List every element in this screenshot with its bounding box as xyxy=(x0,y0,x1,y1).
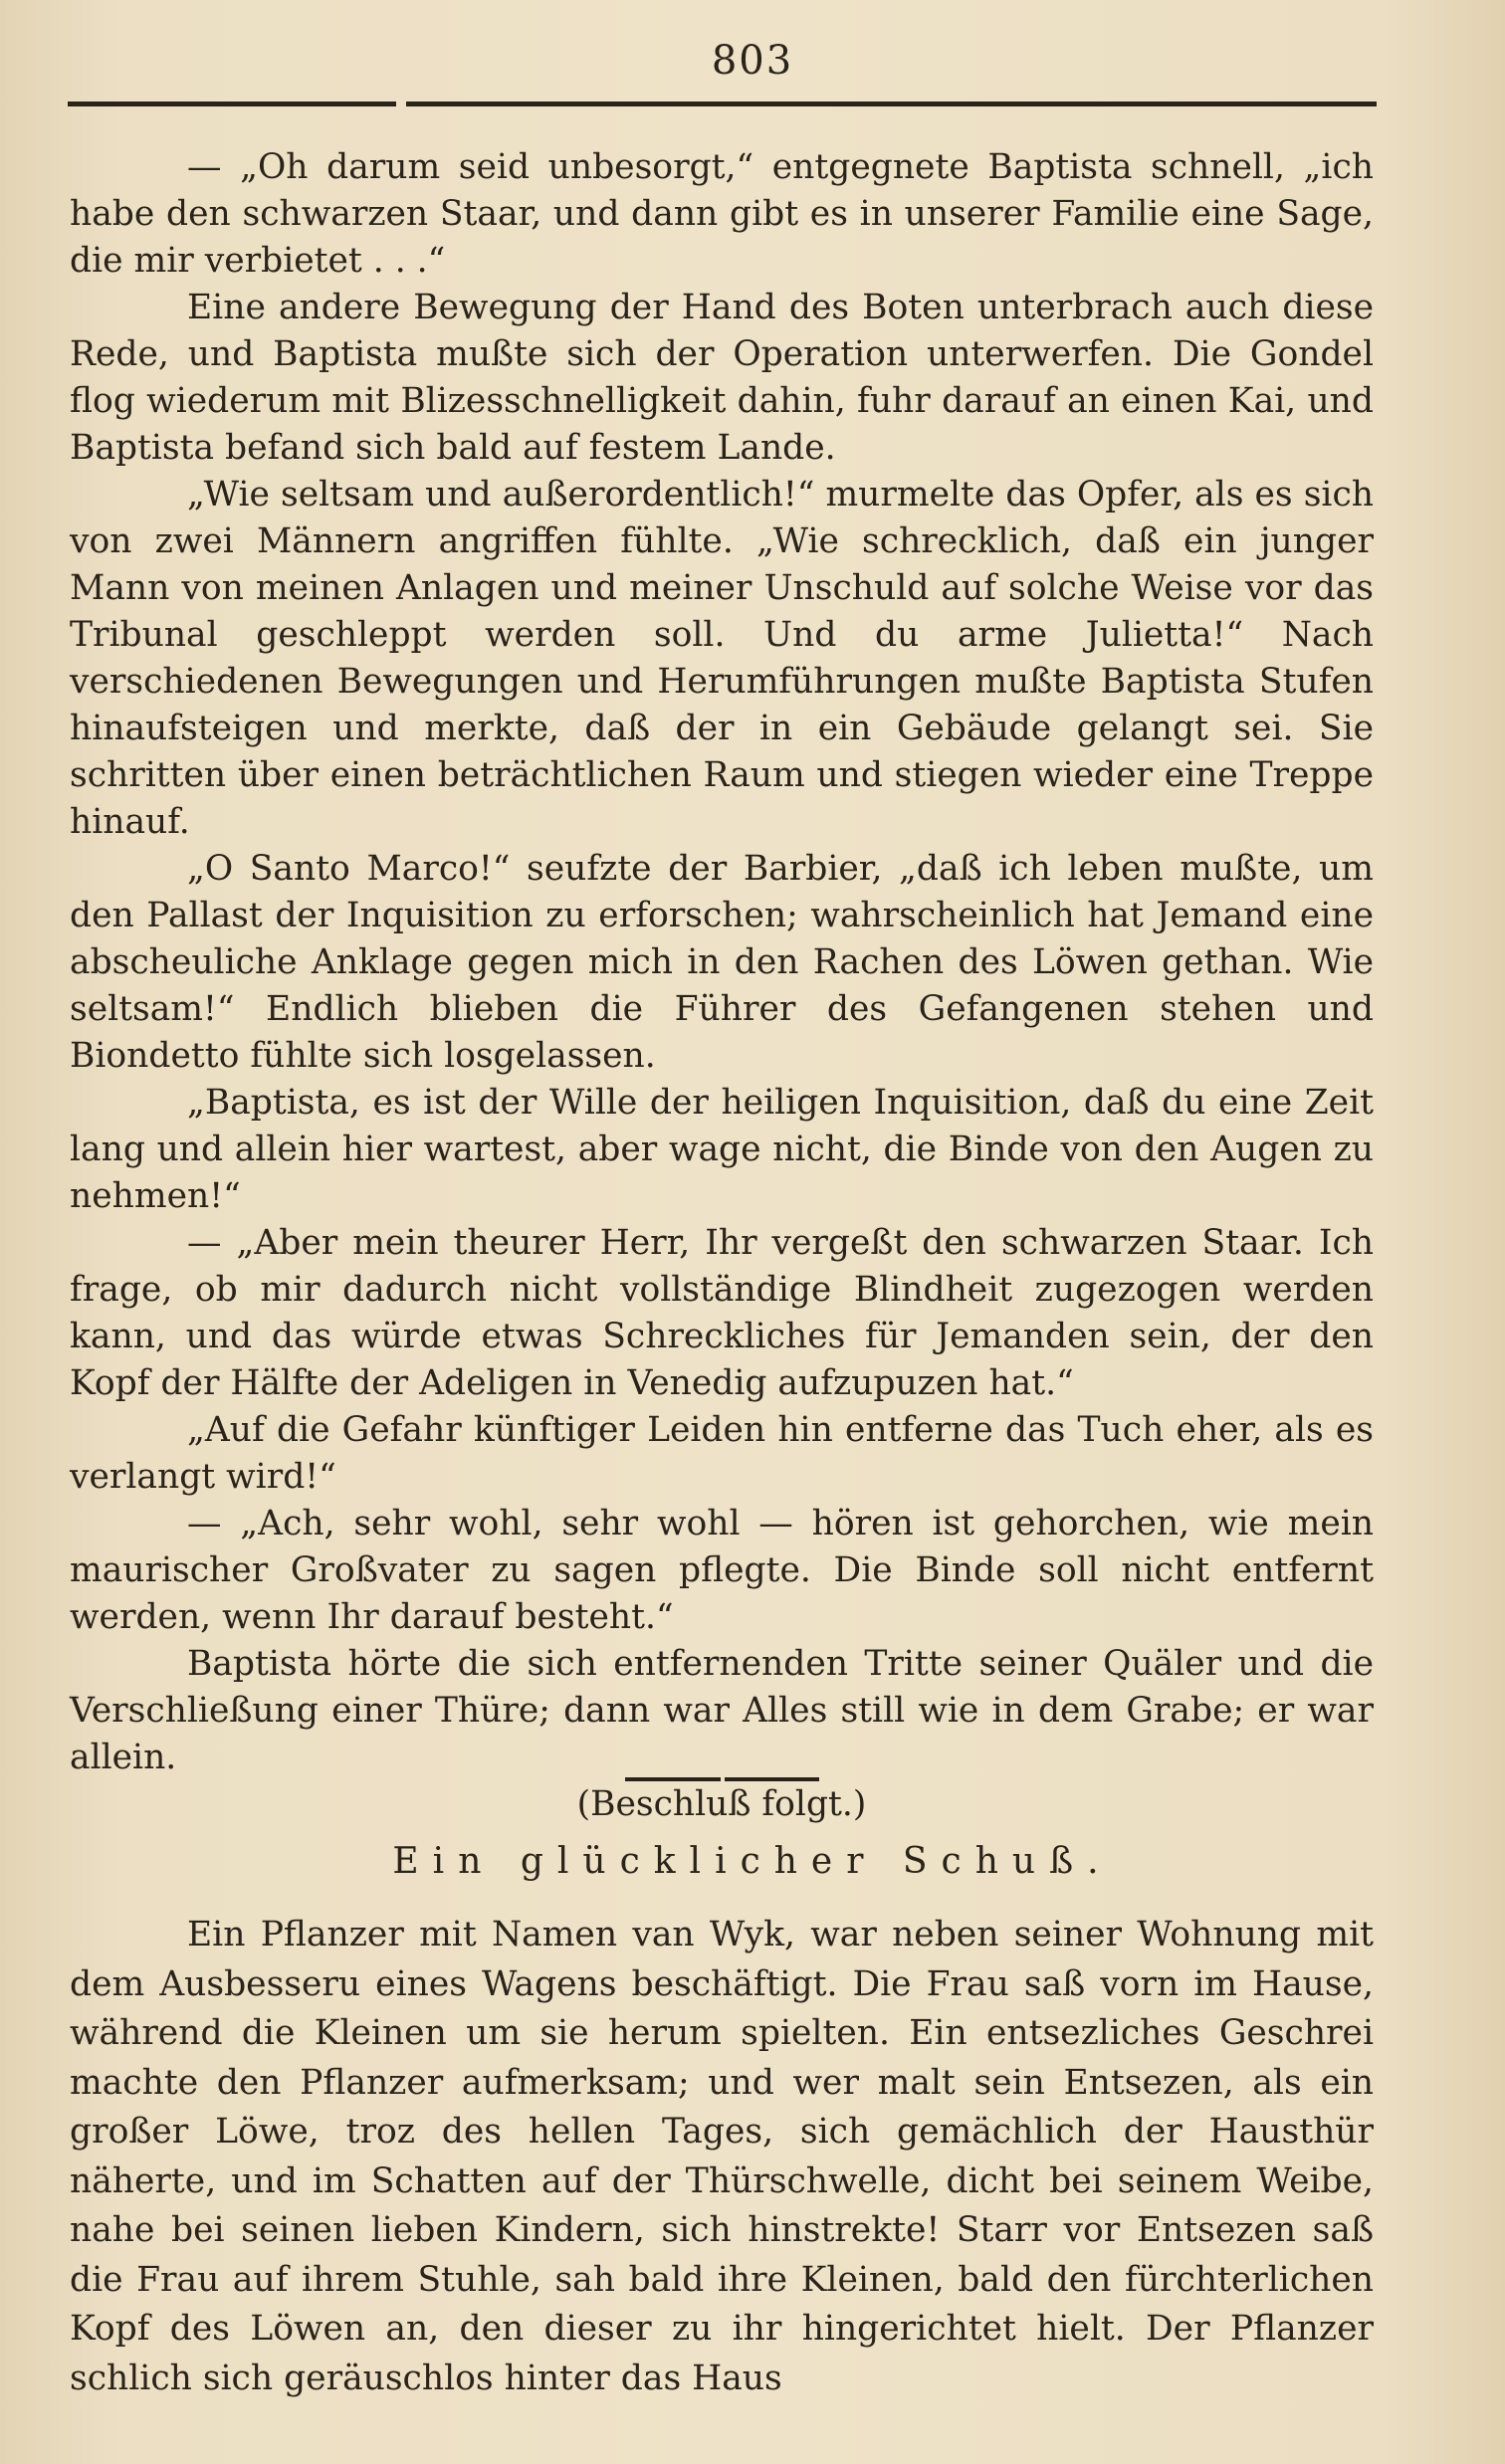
paragraph: „Auf die Gefahr künftiger Leiden hin entferne das Tuch eher, als es verlangt wird!“ xyxy=(70,1410,1374,1497)
article-body xyxy=(70,1911,1374,2403)
paragraph: „O Santo Marco!“ seufzte der Barbier, „daß ich leben mußte, um den Pallast der Inquisition zu erforschen; wahrscheinlich hat Jemand eine abscheuliche Anklage gegen mich in den Rachen des Löwen gethan. Wie seltsam!“ Endlich blieben die Führer des Gefangenen stehen und Biondetto fühlte sich losgelassen. xyxy=(70,849,1374,1076)
continuation-note: (Beschluß folgt.) xyxy=(576,1784,867,1824)
paragraph: — „Oh darum seid unbesorgt,“ entgegnete Baptista schnell, „ich habe den schwarzen Staar, und dann gibt es in unserer Familie eine Sage, die mir verbietet . . .“ xyxy=(70,147,1374,281)
section-divider xyxy=(625,1777,819,1781)
paragraph: Ein Pflanzer mit Namen van Wyk, war neben seiner Wohnung mit dem Ausbesseru eines Wagens beschäftigt. Die Frau saß vorn im Hause, während die Kleinen um sie herum spielten. Ein entsezliches Geschrei machte den Pflanzer aufmerksam; und wer malt sein Entsezen, als ein großer Löwe, troz des hellen Tages, sich gemächlich der Hausthür näherte, und im Schatten auf der Thürschwelle, dicht bei seinem Weibe, nahe bei seinen lieben Kindern, sich hinstrekte! Starr vor Entsezen saß die Frau auf ihrem Stuhle, sah bald ihre Kleinen, bald den fürchterlichen Kopf des Löwen an, den dieser zu ihr hingerichtet hielt. Der Pflanzer schlich sich geräuschlos hinter das Haus xyxy=(70,1915,1374,2398)
header-rule xyxy=(68,102,1377,109)
paragraph: Eine andere Bewegung der Hand des Boten unterbrach auch diese Rede, und Baptista mußte sich der Operation unterwerfen. Die Gondel flog wiederum mit Blizesschnelligkeit dahin, fuhr darauf an einen Kai, und Baptista befand sich bald auf festem Lande. xyxy=(70,288,1374,468)
article-continuation xyxy=(70,144,1374,1828)
paragraph: — „Aber mein theurer Herr, Ihr vergeßt den schwarzen Staar. Ich frage, ob mir dadurch nicht vollständige Blindheit zugezogen werden kann, und das würde etwas Schreckliches für Jemanden sein, der den Kopf der Hälfte der Adeligen in Venedig aufzupuzen hat.“ xyxy=(70,1223,1374,1403)
paragraph: „Wie seltsam und außerordentlich!“ murmelte das Opfer, als es sich von zwei Männern angriffen fühlte. „Wie schrecklich, daß ein junger Mann von meinen Anlagen und meiner Unschuld auf solche Weise vor das Tribunal geschleppt werden soll. Und du arme Julietta!“ Nach verschiedenen Bewegungen und Herumführungen mußte Baptista Stufen hinaufsteigen und merkte, daß der in ein Gebäude gelangt sei. Sie schritten über einen beträchtlichen Raum und stiegen wieder eine Treppe hinauf. xyxy=(70,475,1374,842)
paragraph: — „Ach, sehr wohl, sehr wohl — hören ist gehorchen, wie mein maurischer Großvater zu sagen pflegte. Die Binde soll nicht entfernt werden, wenn Ihr darauf besteht.“ xyxy=(70,1504,1374,1637)
paragraph: Baptista hörte die sich entfernenden Tritte seiner Quäler und die Verschließung einer Thüre; dann war Alles still wie in dem Grabe; er war allein. xyxy=(70,1644,1374,1777)
page-number: 803 xyxy=(711,38,794,84)
paragraph: „Baptista, es ist der Wille der heiligen Inquisition, daß du eine Zeit lang und allein hier wartest, aber wage nicht, die Binde von den Augen zu nehmen!“ xyxy=(70,1083,1374,1216)
article-title: Ein glücklicher Schuß. xyxy=(392,1841,1113,1882)
